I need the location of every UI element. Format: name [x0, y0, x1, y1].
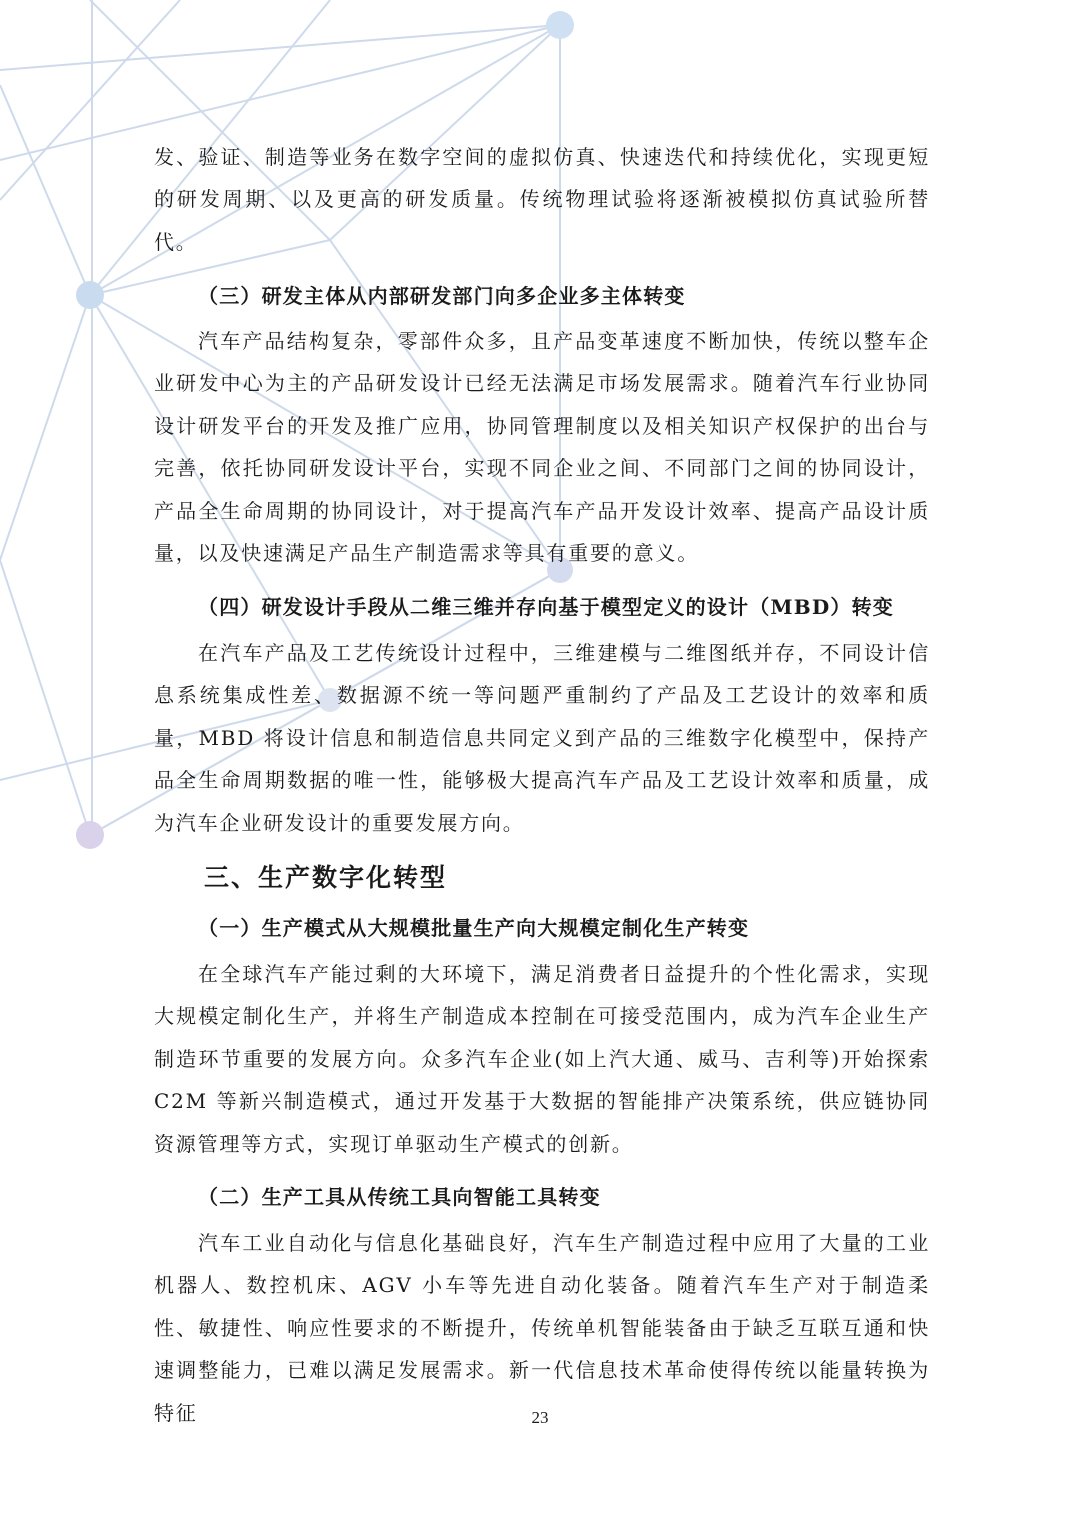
subsection-heading-production-1: （一）生产模式从大规模批量生产向大规模定制化生产转变 [198, 916, 750, 940]
paragraph-subsection-3: 汽车产品结构复杂，零部件众多，且产品变革速度不断加快，传统以整车企业研发中心为主的产品研发设计已经无法满足市场发展需求。随着汽车行业协同设计研发平台的开发及推广应用，协同管理制度以及相关知识产权保护的出台与完善，依托协同研发设计平台，实现不同企业之间、不同部门之间的协同设计，产品全生命周期的协同设计，对于提高汽车产品开发设计效率、提高产品设计质量，以及快速满足产品生产制造需求等具有重要的意义。 [154, 329, 930, 566]
subsection-heading-production-2: （二）生产工具从传统工具向智能工具转变 [198, 1185, 601, 1209]
paragraph-subsection-4: 在汽车产品及工艺传统设计过程中，三维建模与二维图纸并存，不同设计信息系统集成性差、数据源不统一等问题严重制约了产品及工艺设计的效率和质量，MBD 将设计信息和制造信息共同定义到产品的三维数字化模型中，保持产品全生命周期数据的唯一性，能够极大提高汽车产品及工艺设计效率和质量，成为汽车企业研发设计的重要发展方向。 [154, 641, 930, 835]
paragraph-production-2: 汽车工业自动化与信息化基础良好，汽车生产制造过程中应用了大量的工业机器人、数控机床、AGV 小车等先进自动化装备。随着汽车生产对于制造柔性、敏捷性、响应性要求的不断提升，传统单机智能装备由于缺乏互联互通和快速调整能力，已难以满足发展需求。新一代信息技术革命使得传统以能量转换为特征 [154, 1231, 930, 1425]
section-heading-production: 三、生产数字化转型 [204, 863, 448, 892]
subsection-heading-4: （四）研发设计手段从二维三维并存向基于模型定义的设计（MBD）转变 [198, 595, 894, 619]
paragraph-continuation: 发、验证、制造等业务在数字空间的虚拟仿真、快速迭代和持续优化，实现更短的研发周期、以及更高的研发质量。传统物理试验将逐渐被模拟仿真试验所替代。 [154, 145, 930, 254]
page-number: 23 [531, 1408, 549, 1427]
paragraph-production-1: 在全球汽车产能过剩的大环境下，满足消费者日益提升的个性化需求，实现大规模定制化生产，并将生产制造成本控制在可接受范围内，成为汽车企业生产制造环节重要的发展方向。众多汽车企业(如上汽大通、威马、吉利等)开始探索C2M 等新兴制造模式，通过开发基于大数据的智能排产决策系统，供应链协同资源管理等方式，实现订单驱动生产模式的创新。 [154, 962, 930, 1156]
subsection-heading-3: （三）研发主体从内部研发部门向多企业多主体转变 [198, 284, 686, 308]
